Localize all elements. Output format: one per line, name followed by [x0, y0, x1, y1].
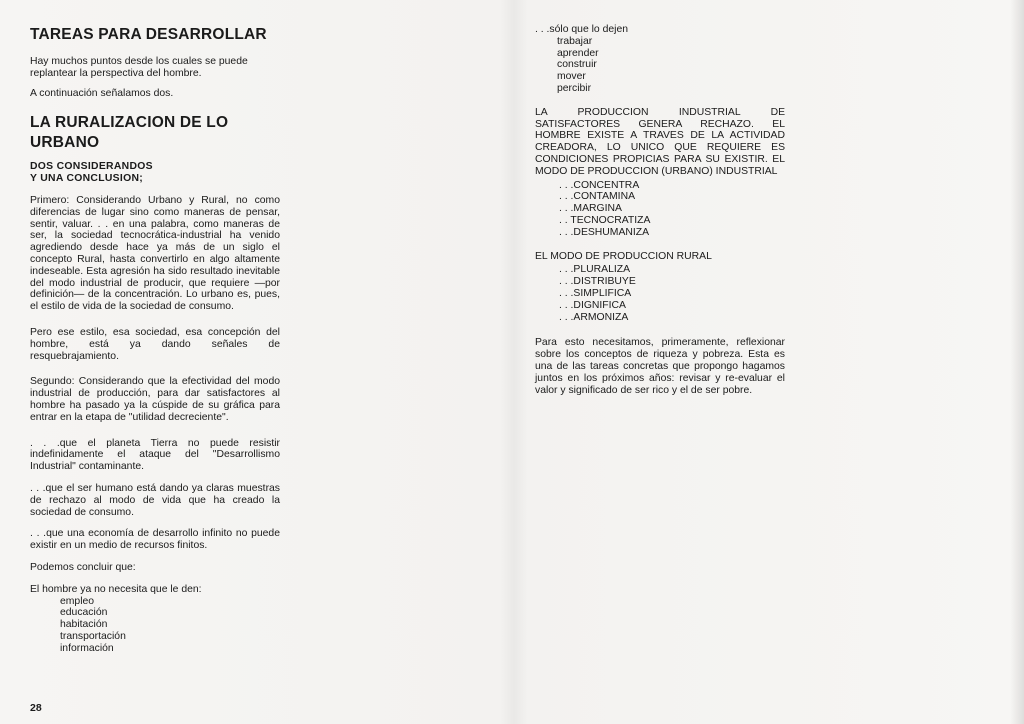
list-den: [60, 596, 280, 655]
list-item: trabajar: [557, 35, 593, 47]
list-item: información: [60, 642, 114, 654]
paragraph-rural: EL MODO DE PRODUCCION RURAL: [535, 250, 712, 262]
paragraph-planeta: . . .que el planeta Tierra no puede resistir indefinidamente el ataque del "Desarrollismo Industrial" contaminante.: [30, 437, 280, 473]
right-page-column: [535, 24, 785, 404]
list-urbano: [559, 180, 785, 239]
paragraph-final: Para esto necesitamos, primeramente, reflexionar sobre los conceptos de riqueza y pobreza. Esta es una de las tareas concretas que propongo hagamos juntos en los próximos años: revisar y re-evaluar el valor y significado de ser rico y el de ser pobre.: [535, 337, 785, 396]
list-item: . . .DESHUMANIZA: [559, 226, 650, 238]
paragraph-primero: Primero: Considerando Urbano y Rural, no como diferencias de lugar sino como maneras de pensar, sentir, valuar. . . en una palabra, como maneras de ser, la sociedad tecnocrática-industrial ha venido agrediendo desde hace ya más de un siglo el concepto Rural, hasta convertirlo en algo altamente indeseable. Esta agresión ha sido resultado inevitable del modo industrial de producir, que requiere —por definición— de la concentración. Lo urbano es, pues, el estilo de vida de la sociedad de consumo.: [30, 194, 280, 313]
intro-paragraph-2: A continuación señalamos dos.: [30, 87, 174, 99]
list-item: . . .SIMPLIFICA: [559, 287, 632, 299]
paragraph-hombre: El hombre ya no necesita que le den:: [30, 583, 202, 595]
book-gutter: [500, 0, 528, 724]
list-item: . . .CONTAMINA: [559, 191, 636, 203]
intro-paragraph: Hay muchos puntos desde los cuales se puede replantear la perspectiva del hombre.: [30, 56, 248, 79]
list-item: . . .ARMONIZA: [559, 311, 629, 323]
subheading-line-1: DOS CONSIDERANDOS: [30, 161, 153, 173]
subheading-line-2: Y UNA CONCLUSION;: [30, 173, 144, 185]
list-item: . . .CONCENTRA: [559, 179, 640, 191]
list-item: habitación: [60, 619, 108, 631]
list-item: aprender: [557, 47, 599, 59]
list-item: percibir: [557, 82, 592, 94]
list-dejen: [557, 36, 785, 95]
page-edge-shadow: [1010, 0, 1024, 724]
list-item: . . .PLURALIZA: [559, 264, 631, 276]
list-rural: [559, 264, 785, 323]
paragraph-produccion: LA PRODUCCION INDUSTRIAL DE SATISFACTORES GENERA RECHAZO. EL HOMBRE EXISTE A TRAVES DE LA ACTIVIDAD CREADORA, LO UNICO QUE REQUIERE ES CONDICIONES PROPICIAS PARA SU EXISTIR. EL MODO DE PRODUCCION (URBANO) INDUSTRIAL: [535, 106, 785, 177]
lead-line: . . .sólo que lo dejen: [535, 24, 629, 35]
paragraph-pero: Pero ese estilo, esa sociedad, esa concepción del hombre, está ya dando señales de resquebrajamiento.: [30, 326, 280, 362]
paragraph-humano: . . .que el ser humano está dando ya claras muestras de rechazo al modo de vida que ha creado la sociedad de consumo.: [30, 482, 280, 518]
page-title: TAREAS PARA DESARROLLAR: [30, 26, 267, 43]
left-page-column: [30, 26, 280, 654]
list-item: . . .DISTRIBUYE: [559, 276, 636, 288]
list-item: construir: [557, 59, 597, 71]
list-item: . . .DIGNIFICA: [559, 299, 626, 311]
list-item: transportación: [60, 630, 126, 642]
list-item: mover: [557, 71, 586, 83]
section-title: LA RURALIZACION DE LO URBANO: [30, 114, 229, 152]
subheading: [30, 161, 280, 185]
page-number: 28: [30, 702, 42, 714]
list-item: . . .MARGINA: [559, 203, 622, 215]
list-item: . . TECNOCRATIZA: [559, 214, 651, 226]
list-item: empleo: [60, 595, 95, 607]
list-item: educación: [60, 607, 108, 619]
paragraph-segundo: Segundo: Considerando que la efectividad del modo industrial de producción, para dar satisfactores al hombre ha pasado ya la cúspide de su gráfica para entrar en la etapa de "utilidad decreciente".: [30, 376, 280, 423]
paragraph-economia: . . .que una economía de desarrollo infinito no puede existir en un medio de recursos finitos.: [30, 528, 280, 552]
paragraph-concluir: Podemos concluir que:: [30, 561, 136, 573]
